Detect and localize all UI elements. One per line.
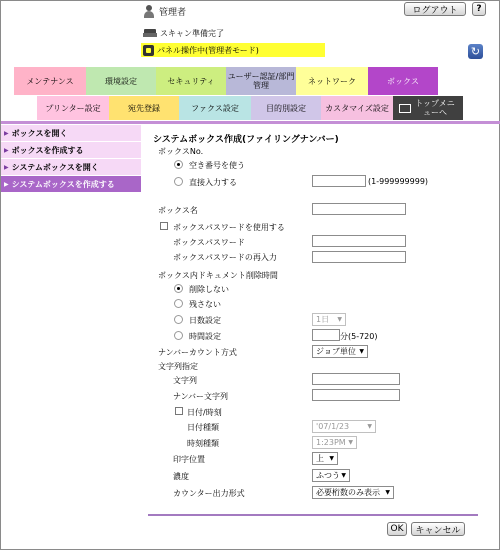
count-method-select[interactable]: [312, 345, 368, 358]
radio-no-delete[interactable]: [174, 284, 183, 293]
panel-mode-bar: [141, 43, 325, 57]
radio-days[interactable]: [174, 315, 183, 324]
print-position-label: 印字位置: [173, 455, 205, 464]
arrow-right-icon: ▶: [4, 129, 9, 137]
tab-maintenance[interactable]: メンテナンス: [14, 67, 86, 95]
ok-button[interactable]: OK: [387, 522, 407, 536]
date-type-label: 日付種類: [187, 423, 219, 432]
logout-button[interactable]: ログアウト: [404, 2, 466, 16]
tab-box[interactable]: ボックス: [368, 67, 438, 95]
tab-printer-settings[interactable]: プリンター設定: [37, 96, 109, 120]
sidebar-item-create-system-box[interactable]: [1, 176, 141, 193]
count-method-label: ナンバーカウント方式: [158, 348, 237, 357]
sidebar-item-label: システムボックスを作成する: [11, 179, 115, 189]
date-type-value: '07/1/23: [316, 422, 350, 431]
date-type-select[interactable]: [312, 420, 376, 433]
tab-user-auth[interactable]: ユーザー認証/部門管理: [226, 67, 296, 95]
minutes-hint: 分(5-720): [340, 332, 378, 341]
main-tabs: [14, 67, 438, 95]
density-label: 濃度: [173, 472, 189, 481]
chevron-down-icon: ▼: [359, 348, 364, 355]
status-text: スキャン準備完了: [160, 28, 224, 38]
user-label: 管理者: [159, 7, 187, 18]
user-area: [143, 3, 186, 19]
radio-time-label: 時間設定: [189, 332, 221, 341]
radio-auto-number-label: 空き番号を使う: [189, 161, 245, 170]
status-row: [143, 27, 224, 39]
user-icon: [143, 5, 155, 18]
box-name-input[interactable]: [312, 203, 406, 215]
datetime-label: 日付/時刻: [187, 408, 222, 417]
refresh-icon[interactable]: ↻: [468, 44, 483, 59]
radio-days-label: 日数設定: [189, 316, 221, 325]
cancel-button[interactable]: キャンセル: [411, 522, 465, 536]
chevron-down-icon: ▼: [341, 472, 346, 479]
counter-format-label: カウンター出力形式: [173, 489, 245, 498]
sidebar-item-label: ボックスを作成する: [11, 145, 84, 155]
chevron-down-icon: ▼: [385, 489, 390, 496]
density-select[interactable]: [312, 469, 350, 482]
use-password-label: ボックスパスワードを使用する: [173, 223, 285, 232]
sidebar-item-label: ボックスを開く: [11, 128, 68, 138]
sidebar-item-label: システムボックスを開く: [11, 162, 99, 172]
panel-mode-text: パネル操作中(管理者モード): [157, 45, 259, 55]
password-retype-label: ボックスパスワードの再入力: [173, 253, 277, 262]
box-number-range: (1-999999999): [368, 177, 429, 186]
chevron-down-icon: ▼: [329, 455, 334, 462]
density-value: ふつう: [316, 471, 340, 480]
time-type-label: 時刻種類: [187, 439, 219, 448]
tab-address-registration[interactable]: 宛先登録: [109, 96, 179, 120]
radio-no-keep[interactable]: [174, 299, 183, 308]
password-input[interactable]: [312, 235, 406, 247]
scanner-icon: [143, 28, 157, 38]
use-password-checkbox[interactable]: [160, 222, 168, 230]
days-select-value: 1日: [316, 315, 330, 324]
page-title: システムボックス作成(ファイリングナンバー): [153, 135, 339, 145]
print-position-value: 上: [316, 454, 324, 463]
password-retype-input[interactable]: [312, 251, 406, 263]
time-type-select[interactable]: [312, 436, 357, 449]
counter-format-value: 必要桁数のみ表示: [316, 488, 380, 497]
radio-auto-number[interactable]: [174, 160, 183, 169]
footer-divider: [148, 514, 478, 516]
tab-fax-settings[interactable]: ファクス設定: [179, 96, 251, 120]
datetime-checkbox[interactable]: [175, 407, 183, 415]
string-spec-label: 文字列指定: [158, 362, 198, 371]
tab-environment[interactable]: 環境設定: [86, 67, 156, 95]
number-string-input[interactable]: [312, 389, 400, 401]
arrow-right-icon: ▶: [4, 146, 9, 154]
sidebar-item-create-box[interactable]: [1, 142, 141, 159]
sub-tabs: [37, 96, 463, 120]
chevron-down-icon: ▼: [367, 423, 372, 430]
password-label: ボックスパスワード: [173, 238, 245, 247]
time-type-value: 1:23PM: [316, 438, 346, 447]
radio-time[interactable]: [174, 331, 183, 340]
sidebar-item-open-system-box[interactable]: [1, 159, 141, 176]
count-method-value: ジョブ単位: [316, 347, 356, 356]
lock-icon: [143, 45, 154, 56]
radio-direct-input[interactable]: [174, 177, 183, 186]
tab-customize-settings[interactable]: カスタマイズ設定: [321, 96, 393, 120]
minutes-input[interactable]: [312, 329, 340, 341]
box-no-label: ボックスNo.: [158, 147, 204, 156]
chevron-down-icon: ▼: [348, 439, 353, 446]
box-number-input[interactable]: [312, 175, 366, 187]
string-label: 文字列: [173, 376, 197, 385]
tab-top-menu-label: トップメニューへ: [415, 99, 455, 117]
help-button[interactable]: ?: [472, 2, 486, 16]
box-name-label: ボックス名: [158, 206, 198, 215]
delete-time-label: ボックス内ドキュメント削除時間: [158, 271, 278, 280]
days-select[interactable]: [312, 313, 346, 326]
tab-separator: [1, 121, 500, 124]
arrow-right-icon: ▶: [4, 163, 9, 171]
radio-no-delete-label: 削除しない: [189, 285, 229, 294]
string-input[interactable]: [312, 373, 400, 385]
sidebar-item-open-box[interactable]: [1, 125, 141, 142]
tab-network[interactable]: ネットワーク: [296, 67, 368, 95]
tab-top-menu[interactable]: [393, 96, 463, 120]
print-position-select[interactable]: [312, 452, 338, 465]
chevron-down-icon: ▼: [337, 316, 342, 323]
radio-direct-input-label: 直接入力する: [189, 178, 237, 187]
tab-purpose-settings[interactable]: 目的別設定: [251, 96, 321, 120]
number-string-label: ナンバー文字列: [173, 392, 229, 401]
arrow-right-icon: ▶: [4, 180, 9, 188]
tab-security[interactable]: セキュリティ: [156, 67, 226, 95]
counter-format-select[interactable]: [312, 486, 394, 499]
sidebar: [1, 125, 141, 193]
radio-no-keep-label: 残さない: [189, 300, 221, 309]
menu-icon: [399, 104, 411, 113]
